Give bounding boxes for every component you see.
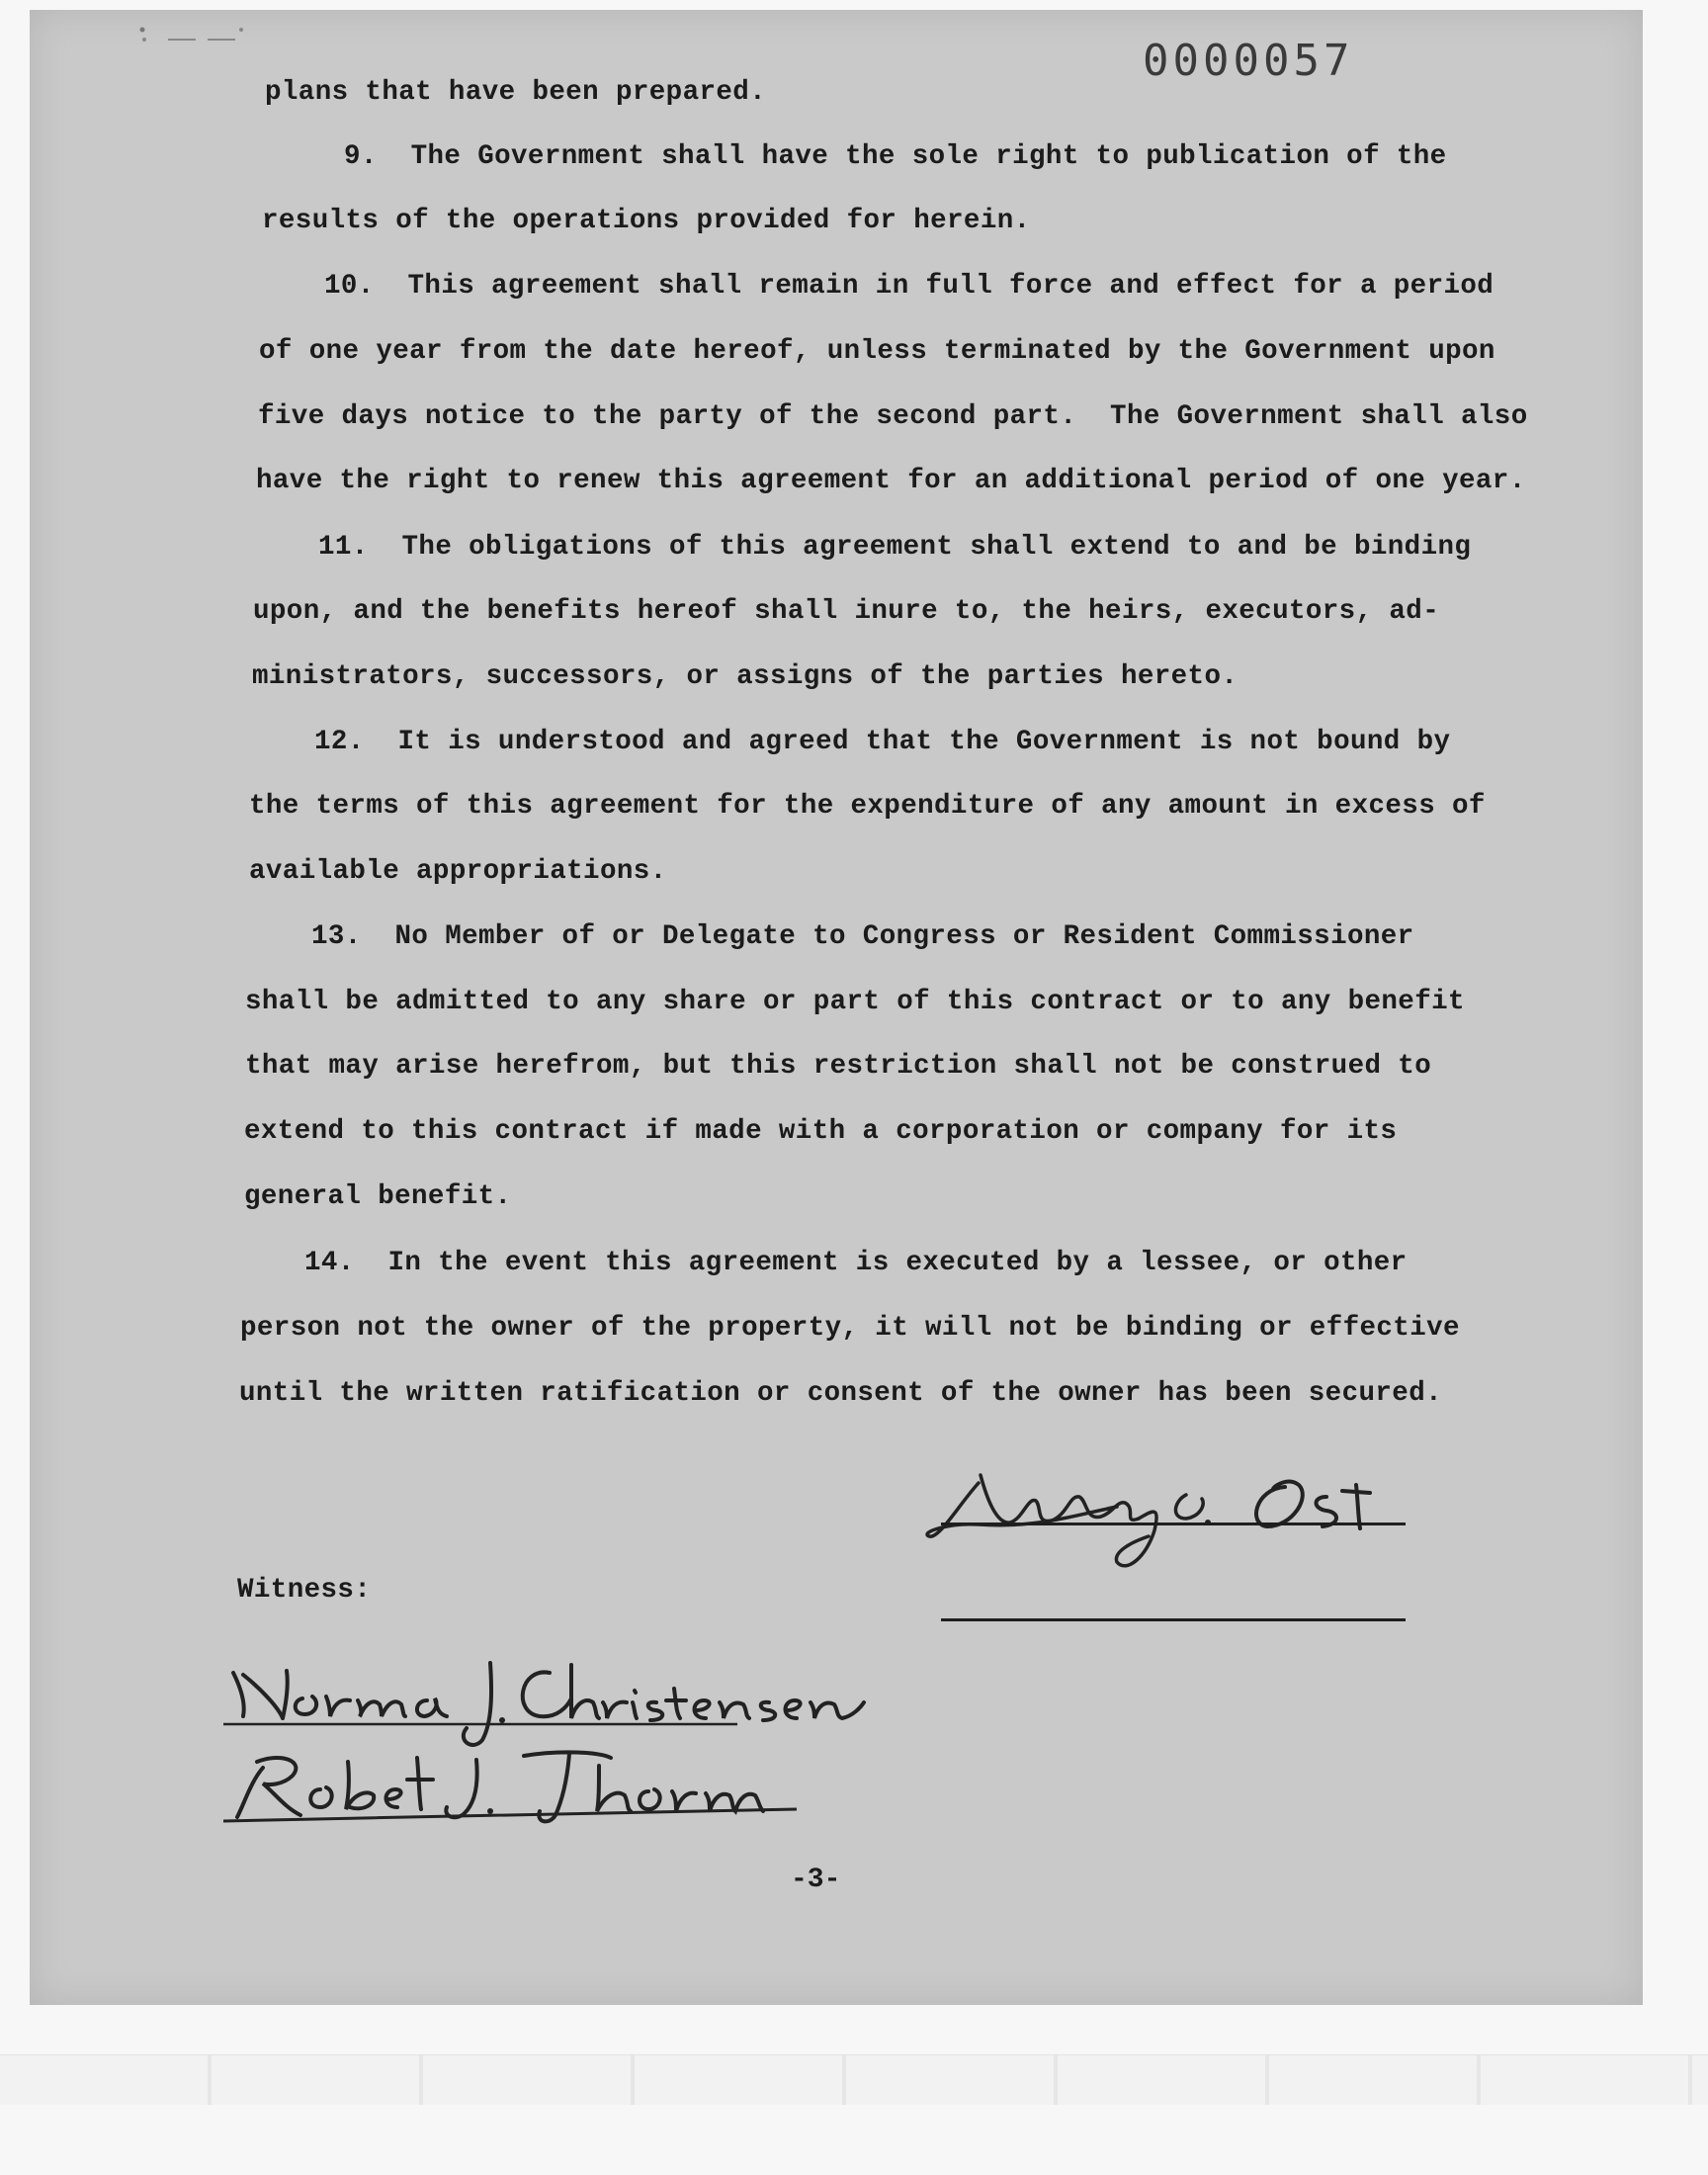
text-line: shall be admitted to any share or part of this contract or to any benefit	[245, 987, 1465, 1017]
party-signature-line	[941, 1522, 1406, 1525]
text-line: results of the operations provided for herein.	[262, 206, 1031, 236]
text-line: of one year from the date hereof, unless terminated by the Government upon	[259, 336, 1495, 367]
document-control-number: 0000057	[1143, 36, 1354, 86]
text-line: upon, and the benefits hereof shall inure to, the heirs, executors, ad-	[253, 596, 1440, 627]
text-line: until the written ratification or consent of the owner has been secured.	[239, 1378, 1442, 1409]
text-line: the terms of this agreement for the expenditure of any amount in excess of	[249, 791, 1486, 822]
second-signature-line	[941, 1618, 1406, 1621]
text-line: general benefit.	[244, 1181, 512, 1212]
party-signature	[919, 1445, 1413, 1574]
witness-signature-2	[223, 1732, 836, 1841]
text-line: 13. No Member of or Delegate to Congress or Resident Commissioner	[311, 921, 1414, 952]
text-line: plans that have been prepared.	[265, 77, 767, 108]
witness-label: Witness:	[237, 1575, 372, 1606]
scanner-footer-band	[0, 2054, 1708, 2105]
text-line: 14. In the event this agreement is executed by a lessee, or other	[304, 1248, 1408, 1278]
text-line: 9. The Government shall have the sole right to publication of the	[344, 141, 1447, 172]
text-line: ministrators, successors, or assigns of the parties hereto.	[252, 661, 1238, 692]
text-line: available appropriations.	[249, 856, 667, 887]
page-number: -3-	[791, 1865, 841, 1895]
text-line: have the right to renew this agreement for an additional period of one year.	[256, 466, 1526, 496]
text-line: person not the owner of the property, it will not be binding or effective	[240, 1313, 1460, 1344]
text-line: 10. This agreement shall remain in full force and effect for a period	[324, 271, 1494, 302]
text-line: 12. It is understood and agreed that the Government is not bound by	[314, 727, 1451, 757]
text-line: five days notice to the party of the second part. The Government shall also	[258, 401, 1528, 432]
text-line: extend to this contract if made with a corporation or company for its	[244, 1116, 1398, 1147]
text-line: 11. The obligations of this agreement shall extend to and be binding	[318, 532, 1472, 563]
text-line: that may arise herefrom, but this restriction shall not be construed to	[245, 1051, 1432, 1082]
punch-mark	[138, 26, 247, 45]
